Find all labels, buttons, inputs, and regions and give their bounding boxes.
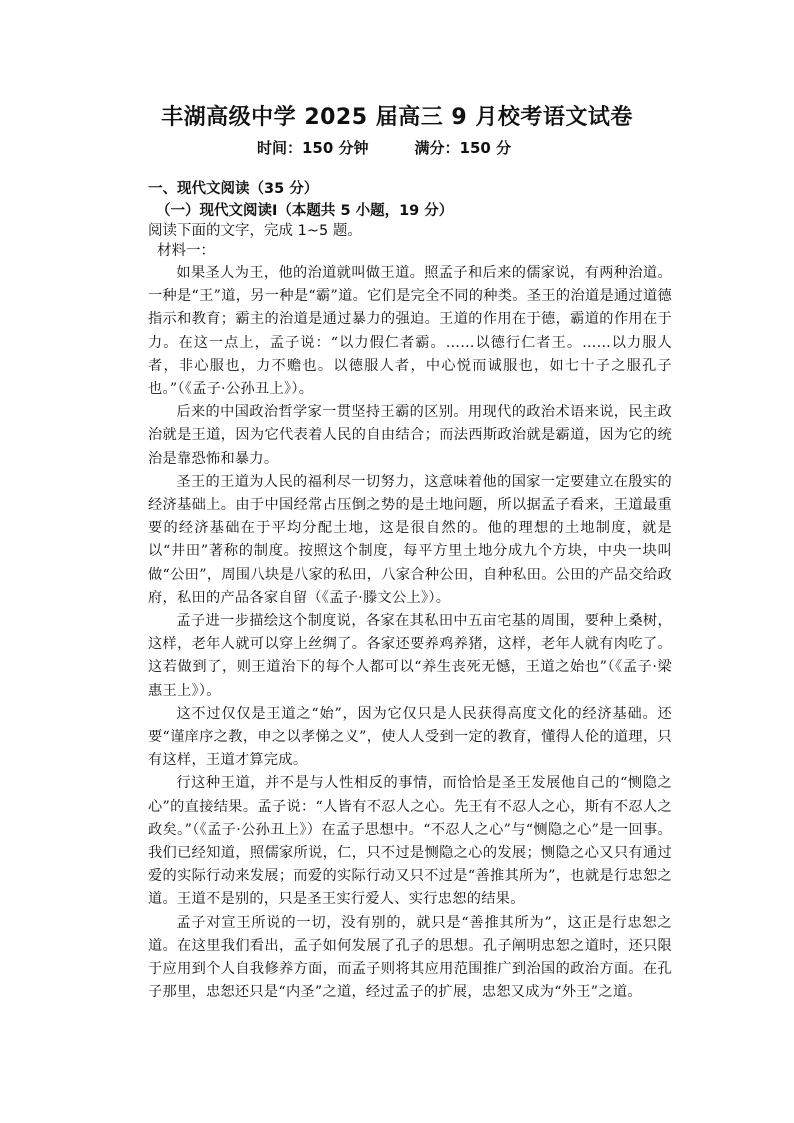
reading-instruction: 阅读下面的文字，完成 1~5 题。 bbox=[148, 223, 362, 239]
material-body bbox=[148, 262, 672, 1005]
paragraph: 孟子进一步描绘这个制度说，各家在其私田中五亩宅基的周围，要种上桑树，这样，老年人就可以穿上丝绸了。各家还要养鸡养猪，这样，老年人就有肉吃了。这若做到了，则王道治下的每个人都可以“养生丧死无憾，王道之始也”（《孟子·梁惠王上》）。 bbox=[148, 613, 672, 699]
section-heading: 一、现代文阅读（35 分） bbox=[148, 181, 319, 197]
exam-title: 丰湖高级中学 2025 届高三 9 月校考语文试卷 bbox=[161, 105, 633, 130]
paragraph: 后来的中国政治哲学家一贯坚持王霸的区别。用现代的政治术语来说，民主政治就是王道，因为它代表着人民的自由结合；而法西斯政治就是霸道，因为它的统治是靠恐怖和暴力。 bbox=[148, 404, 672, 467]
paragraph: 孟子对宣王所说的一切，没有别的，就只是“善推其所为”，这正是行忠恕之道。在这里我们看出，孟子如何发展了孔子的思想。孔子阐明忠恕之道时，还只限于应用到个人自我修养方面，而孟子则将其应用范围推广到治国的政治方面。在孔子那里，忠恕还只是“内圣”之道，经过孟子的扩展，忠恕又成为“外王”之道。 bbox=[148, 914, 672, 1001]
paragraph: 圣王的王道为人民的福利尽一切努力，这意味着他的国家一定要建立在殷实的经济基础上。由于中国经常占压倒之势的是土地问题，所以据孟子看来，王道最重要的经济基础在于平均分配土地，这是很自然的。他的理想的土地制度，就是以“井田”著称的制度。按照这个制度，每平方里土地分成九个方块，中央一块叫做“公田”，周围八块是八家的私田，八家合种公田，自种私田。公田的产品交给政府，私田的产品各家自留（《孟子·滕文公上》）。 bbox=[148, 473, 672, 606]
exam-meta bbox=[257, 137, 511, 159]
paragraph: 这不过仅仅是王道之“始”，因为它仅只是人民获得高度文化的经济基础。还要“谨庠序之教，申之以孝悌之义”，使人人受到一定的教育，懂得人伦的道理，只有这样，王道才算完成。 bbox=[148, 705, 672, 769]
subsection-heading: （一）现代文阅读Ⅰ（本题共 5 小题，19 分） bbox=[156, 203, 454, 219]
paragraph: 行这种王道，并不是与人性相反的事情，而恰恰是圣王发展他自己的“恻隐之心”的直接结果。孟子说：“人皆有不忍人之心。先王有不忍人之心，斯有不忍人之政矣。”（《孟子·公孙丑上》）在孟子思想中。“不忍人之心”与“恻隐之心”是一回事。我们已经知道，照儒家所说，仁，只不过是恻隐之心的发展；恻隐之心又只有通过爱的实际行动来发展；而爱的实际行动又只不过是“善推其所为”，也就是行忠恕之道。王道不是别的，只是圣王实行爱人、实行忠恕的结果。 bbox=[148, 775, 672, 908]
paragraph: 如果圣人为王，他的治道就叫做王道。照孟子和后来的儒家说，有两种治道。一种是“王”道，另一种是“霸”道。它们是完全不同的种类。圣王的治道是通过道德指示和教育；霸主的治道是通过暴力的强迫。王道的作用在于德，霸道的作用在于力。在这一点上，孟子说：“以力假仁者霸。……以德行仁者王。……以力服人者，非心服也，力不赡也。以德服人者，中心悦而诚服也，如七十子之服孔子也。”（《孟子·公孙丑上》）。 bbox=[148, 265, 672, 398]
exam-time: 时间：150 分钟 bbox=[257, 139, 369, 157]
exam-score: 满分：150 分 bbox=[414, 139, 512, 157]
material-label: 材料一： bbox=[157, 243, 215, 259]
